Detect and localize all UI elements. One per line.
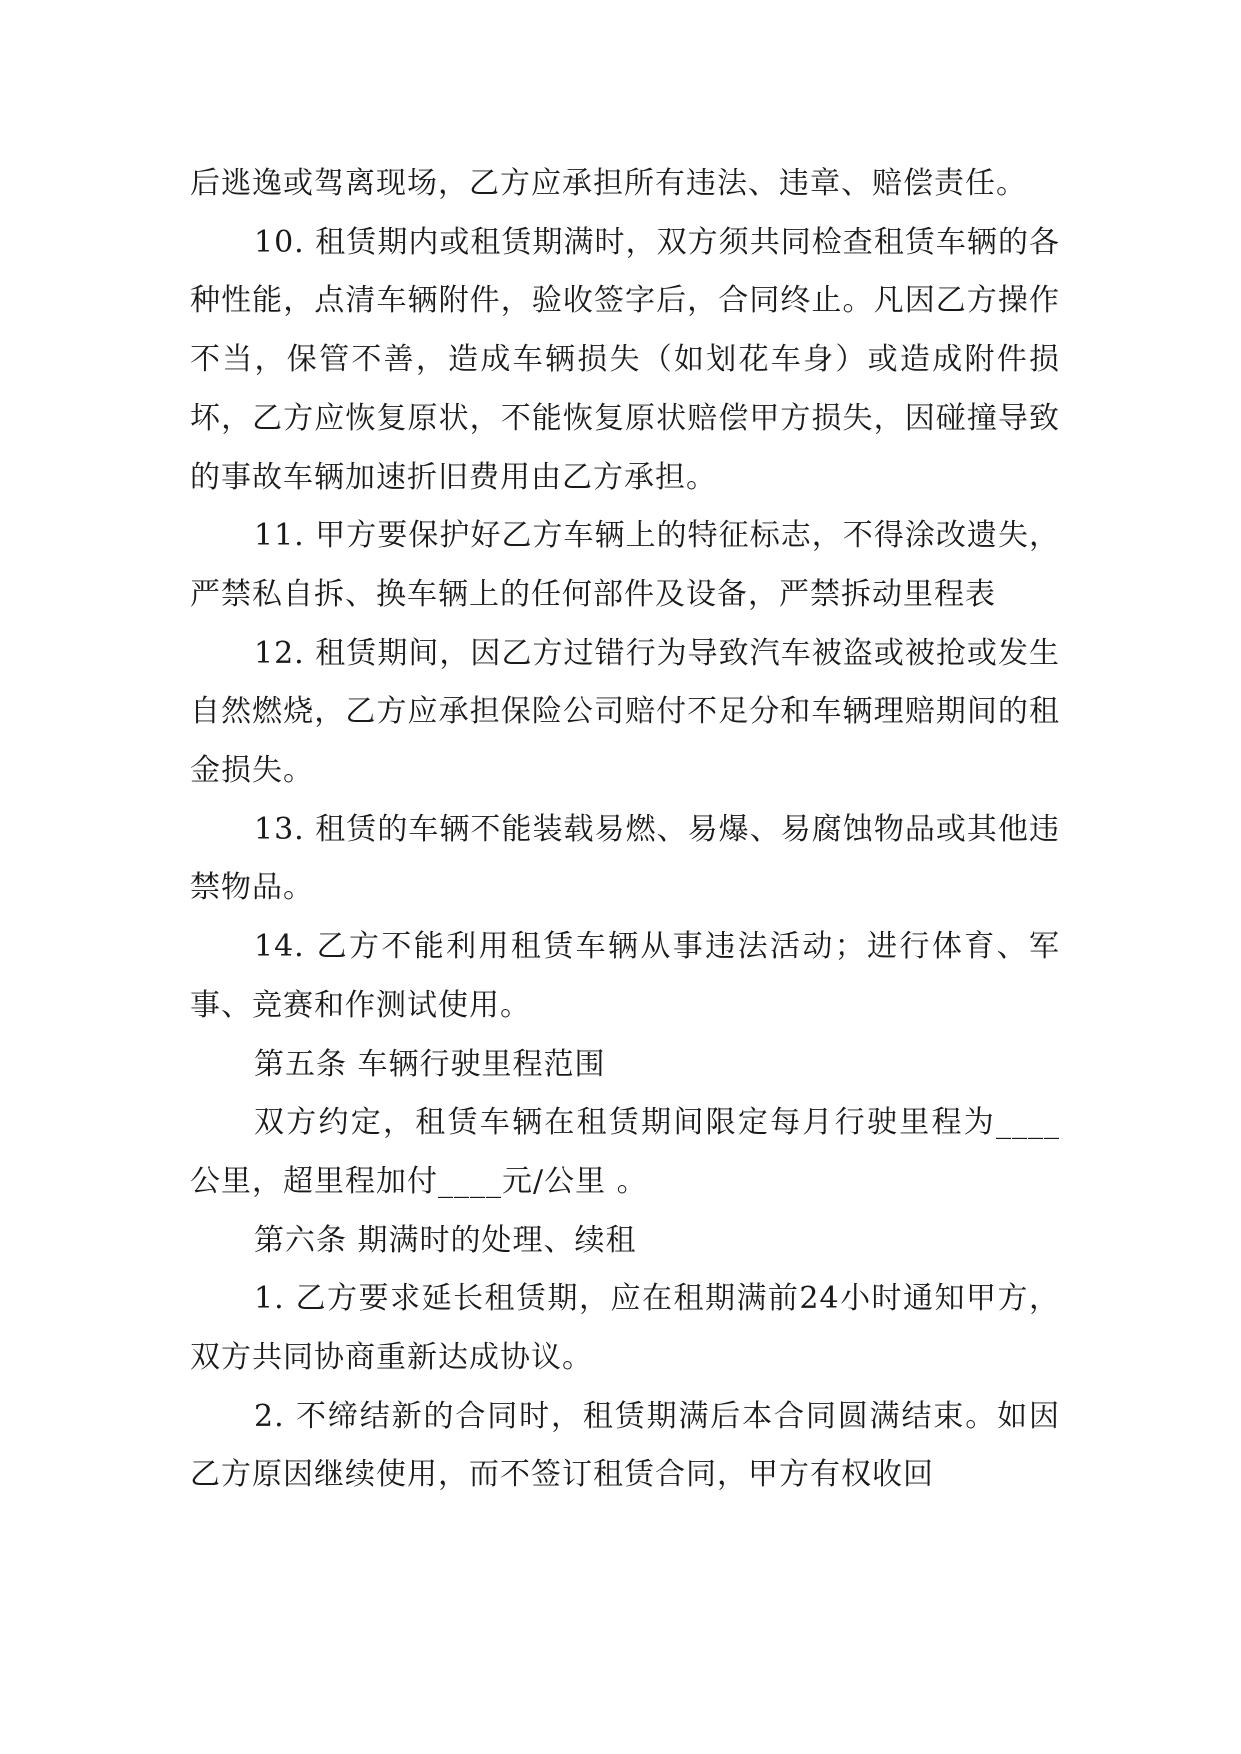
clause-12-paragraph: 12. 租赁期间，因乙方过错行为导致汽车被盗或被抢或发生自然燃烧，乙方应承担保险公司赔付不足分和车辆理赔期间的租金损失。 — [190, 635, 1060, 789]
document-body — [190, 155, 1060, 1505]
clause-13-paragraph: 13. 租赁的车辆不能装载易燃、易爆、易腐蚀物品或其他违禁物品。 — [190, 811, 1060, 906]
article-6-heading: 第六条 期满时的处理、续租 — [254, 1222, 637, 1258]
clause-11-paragraph: 11. 甲方要保护好乙方车辆上的特征标志，不得涂改遗失，严禁私自拆、换车辆上的任何部件及设备，严禁拆动里程表 — [190, 518, 1060, 612]
clause-14-paragraph: 14. 乙方不能利用租赁车辆从事违法活动；进行体育、军事、竞赛和作测试使用。 — [190, 929, 1060, 1023]
mileage-paragraph: 双方约定，租赁车辆在租赁期间限定每月行驶里程为____公里，超里程加付____元/公里 。 — [190, 1105, 1060, 1199]
clause-10-paragraph: 10. 租赁期内或租赁期满时，双方须共同检查租赁车辆的各种性能，点清车辆附件，验收签字后，合同终止。凡因乙方操作不当，保管不善，造成车辆损失（如划花车身）或造成附件损坏，乙方应恢复原状，不能恢复原状赔偿甲方损失，因碰撞导致的事故车辆加速折旧费用由乙方承担。 — [190, 224, 1060, 495]
paragraph: 后逃逸或驾离现场，乙方应承担所有违法、违章、赔偿责任。 — [190, 166, 1027, 201]
renewal-clause-1-paragraph: 1. 乙方要求延长租赁期，应在租期满前24小时通知甲方，双方共同协商重新达成协议。 — [190, 1281, 1060, 1376]
article-5-heading: 第五条 车辆行驶里程范围 — [254, 1046, 606, 1082]
renewal-clause-2-paragraph: 2. 不缔结新的合同时，租赁期满后本合同圆满结束。如因乙方原因继续使用，而不签订租赁合同，甲方有权收回 — [190, 1398, 1060, 1493]
